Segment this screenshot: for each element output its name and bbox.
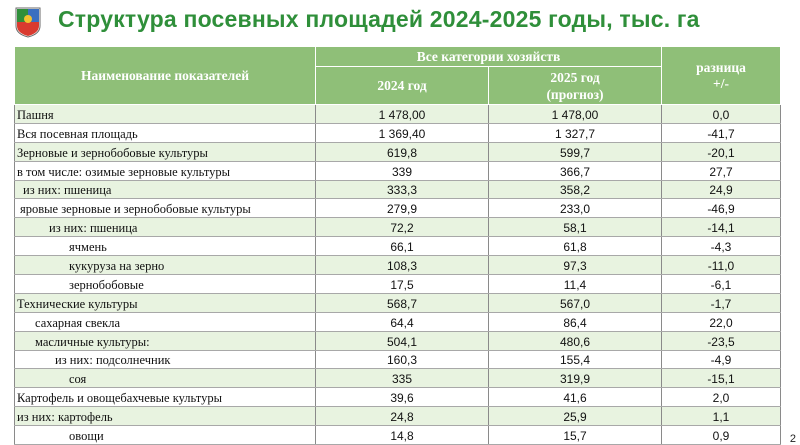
header-2025 [489, 67, 662, 105]
difference-cell: -6,1 [662, 275, 781, 294]
value-2025-cell: 155,4 [489, 350, 662, 369]
table-row [15, 237, 781, 256]
value-2025-cell: 599,7 [489, 142, 662, 161]
value-2025-cell: 366,7 [489, 161, 662, 180]
difference-cell: 2,0 [662, 388, 781, 407]
header-2025-line2: (прогноз) [546, 86, 604, 102]
table-row [15, 199, 781, 218]
value-2025-cell: 25,9 [489, 407, 662, 426]
row-name-cell: яровые зерновые и зернобобовые культуры [15, 199, 316, 218]
difference-cell: -41,7 [662, 123, 781, 142]
table-row [15, 105, 781, 124]
value-2024-cell: 24,8 [316, 407, 489, 426]
value-2025-cell: 1 478,00 [489, 105, 662, 124]
value-2025-cell: 41,6 [489, 388, 662, 407]
difference-cell: -1,7 [662, 293, 781, 312]
difference-cell: 24,9 [662, 180, 781, 199]
value-2024-cell: 17,5 [316, 275, 489, 294]
difference-cell: -14,1 [662, 218, 781, 237]
value-2024-cell: 66,1 [316, 237, 489, 256]
header-all-categories: Все категории хозяйств [316, 47, 662, 67]
value-2025-cell: 61,8 [489, 237, 662, 256]
value-2025-cell: 97,3 [489, 256, 662, 275]
table-row [15, 218, 781, 237]
table-row [15, 388, 781, 407]
difference-cell: -46,9 [662, 199, 781, 218]
row-name-cell: Картофель и овощебахчевые культуры [15, 388, 316, 407]
header-indicator-name: Наименование показателей [15, 47, 316, 105]
table-row [15, 350, 781, 369]
page-number: 2 [789, 433, 796, 445]
value-2024-cell: 568,7 [316, 293, 489, 312]
value-2025-cell: 1 327,7 [489, 123, 662, 142]
value-2024-cell: 14,8 [316, 426, 489, 445]
difference-cell: 0,0 [662, 105, 781, 124]
table-row [15, 142, 781, 161]
value-2024-cell: 279,9 [316, 199, 489, 218]
table-row [15, 293, 781, 312]
table-body [15, 105, 781, 445]
value-2024-cell: 1 478,00 [316, 105, 489, 124]
value-2024-cell: 504,1 [316, 331, 489, 350]
value-2024-cell: 39,6 [316, 388, 489, 407]
difference-cell: -4,9 [662, 350, 781, 369]
value-2024-cell: 333,3 [316, 180, 489, 199]
difference-cell: 22,0 [662, 312, 781, 331]
table-row [15, 426, 781, 445]
row-name-cell: Технические культуры [15, 293, 316, 312]
row-name-cell: из них: подсолнечник [15, 350, 316, 369]
table-row [15, 123, 781, 142]
value-2025-cell: 319,9 [489, 369, 662, 388]
row-name-cell: кукуруза на зерно [15, 256, 316, 275]
row-name-cell: из них: картофель [15, 407, 316, 426]
table-row [15, 275, 781, 294]
crop-area-table [14, 46, 781, 445]
header-2024: 2024 год [316, 67, 489, 105]
value-2024-cell: 160,3 [316, 350, 489, 369]
difference-cell: -23,5 [662, 331, 781, 350]
value-2025-cell: 11,4 [489, 275, 662, 294]
row-name-cell: зернобобовые [15, 275, 316, 294]
difference-cell: -20,1 [662, 142, 781, 161]
table-row [15, 331, 781, 350]
difference-cell: -15,1 [662, 369, 781, 388]
header-2025-line1: 2025 год [550, 69, 600, 85]
difference-cell: 1,1 [662, 407, 781, 426]
value-2024-cell: 1 369,40 [316, 123, 489, 142]
value-2025-cell: 15,7 [489, 426, 662, 445]
value-2025-cell: 480,6 [489, 331, 662, 350]
row-name-cell: ячмень [15, 237, 316, 256]
difference-cell: 27,7 [662, 161, 781, 180]
value-2025-cell: 358,2 [489, 180, 662, 199]
slide-header [0, 0, 800, 44]
value-2025-cell: 233,0 [489, 199, 662, 218]
value-2024-cell: 72,2 [316, 218, 489, 237]
row-name-cell: Пашня [15, 105, 316, 124]
value-2024-cell: 64,4 [316, 312, 489, 331]
header-diff-line2: +/- [713, 75, 729, 91]
value-2025-cell: 58,1 [489, 218, 662, 237]
row-name-cell: соя [15, 369, 316, 388]
row-name-cell: Зерновые и зернобобовые культуры [15, 142, 316, 161]
header-diff-line1: разница [696, 59, 746, 75]
row-name-cell: масличные культуры: [15, 331, 316, 350]
row-name-cell: овощи [15, 426, 316, 445]
value-2024-cell: 619,8 [316, 142, 489, 161]
header-difference [662, 47, 781, 105]
row-name-cell: сахарная свекла [15, 312, 316, 331]
table-row [15, 407, 781, 426]
difference-cell: -4,3 [662, 237, 781, 256]
row-name-cell: из них: пшеница [15, 218, 316, 237]
table-row [15, 161, 781, 180]
difference-cell: 0,9 [662, 426, 781, 445]
row-name-cell: Вся посевная площадь [15, 123, 316, 142]
value-2024-cell: 108,3 [316, 256, 489, 275]
value-2024-cell: 339 [316, 161, 489, 180]
table-row [15, 180, 781, 199]
page-title: Структура посевных площадей 2024-2025 годы, тыс. га [58, 6, 700, 32]
value-2025-cell: 567,0 [489, 293, 662, 312]
table-row [15, 256, 781, 275]
value-2025-cell: 86,4 [489, 312, 662, 331]
value-2024-cell: 335 [316, 369, 489, 388]
table-row [15, 312, 781, 331]
difference-cell: -11,0 [662, 256, 781, 275]
logo-icon [13, 6, 43, 38]
table-row [15, 369, 781, 388]
row-name-cell: в том числе: озимые зерновые культуры [15, 161, 316, 180]
row-name-cell: из них: пшеница [15, 180, 316, 199]
